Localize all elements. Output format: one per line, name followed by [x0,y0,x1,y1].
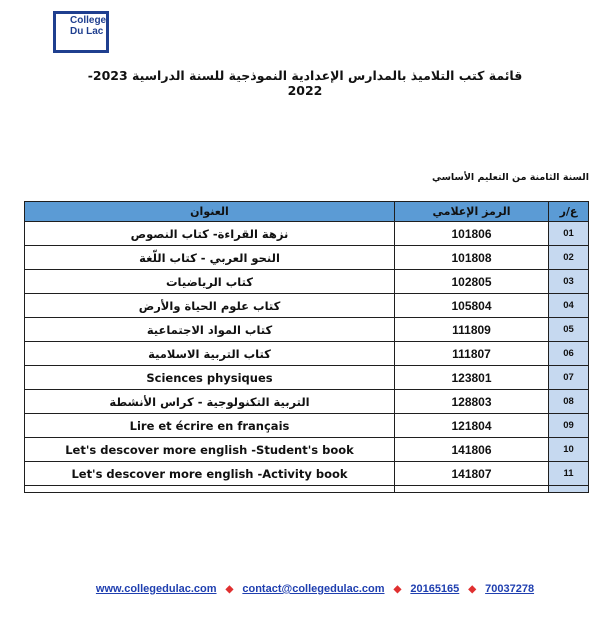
empty-cell [25,486,395,493]
book-code-cell: 128803 [395,390,549,414]
phone-link-1[interactable]: 20165165 [410,583,460,595]
table-row-partial [25,486,589,493]
separator-icon: ◆ [468,584,477,595]
table-row [25,294,589,318]
book-title-cell: النحو العربي - كتاب اللّغة [25,246,395,270]
page-title: قائمة كتب التلاميذ بالمدارس الإعدادية النموذجية للسنة الدراسية 2023-2022 [87,68,523,98]
book-title-cell: Let's descover more english -Student's book [25,438,395,462]
book-code-cell: 121804 [395,414,549,438]
table-header-row [25,202,589,222]
row-number-cell: 10 [549,438,589,462]
row-number-cell: 08 [549,390,589,414]
table-row [25,366,589,390]
logo-text [70,15,110,37]
logo-line-2: Du Lac [70,26,104,37]
separator-icon: ◆ [393,584,402,595]
phone-link-2[interactable]: 70037278 [485,583,535,595]
book-title-cell: كتاب الرياضيات [25,270,395,294]
logo-line-1: College [70,15,107,26]
header-code: الرمز الإعلامي [395,202,549,222]
book-title-cell: Lire et écrire en français [25,414,395,438]
row-number-cell: 03 [549,270,589,294]
book-code-cell: 123801 [395,366,549,390]
book-code-cell: 105804 [395,294,549,318]
row-number-cell: 07 [549,366,589,390]
row-number-cell: 05 [549,318,589,342]
book-code-cell: 141807 [395,462,549,486]
row-number-cell: 09 [549,414,589,438]
website-link[interactable]: www.collegedulac.com [95,583,217,595]
table-row [25,342,589,366]
header-num: ع/ر [549,202,589,222]
book-code-cell: 101806 [395,222,549,246]
book-code-cell: 111809 [395,318,549,342]
row-number-cell: 06 [549,342,589,366]
book-list-table [24,201,589,493]
row-number-cell: 04 [549,294,589,318]
email-link[interactable]: contact@collegedulac.com [242,583,385,595]
table-row [25,246,589,270]
table-row [25,414,589,438]
table-row [25,222,589,246]
table-row [25,438,589,462]
book-code-cell: 111807 [395,342,549,366]
book-code-cell: 101808 [395,246,549,270]
row-number-cell: 01 [549,222,589,246]
table-row [25,462,589,486]
book-title-cell: نزهة القراءة- كتاب النصوص [25,222,395,246]
grade-subtitle: السنة الثامنة من التعليم الأساسي [431,172,589,183]
separator-icon: ◆ [225,584,234,595]
book-code-cell: 102805 [395,270,549,294]
book-title-cell: كتاب علوم الحياة والأرض [25,294,395,318]
book-title-cell: التربية التكنولوجية - كراس الأنشطة [25,390,395,414]
table-row [25,270,589,294]
book-title-cell: Sciences physiques [25,366,395,390]
book-title-cell: Let's descover more english -Activity book [25,462,395,486]
book-title-cell: كتاب المواد الاجتماعية [25,318,395,342]
table-row [25,318,589,342]
table-row [25,390,589,414]
empty-cell [549,486,589,493]
book-title-cell: كتاب التربية الاسلامية [25,342,395,366]
row-number-cell: 02 [549,246,589,270]
row-number-cell: 11 [549,462,589,486]
footer [95,583,535,595]
header-title: العنوان [25,202,395,222]
book-code-cell: 141806 [395,438,549,462]
empty-cell [395,486,549,493]
